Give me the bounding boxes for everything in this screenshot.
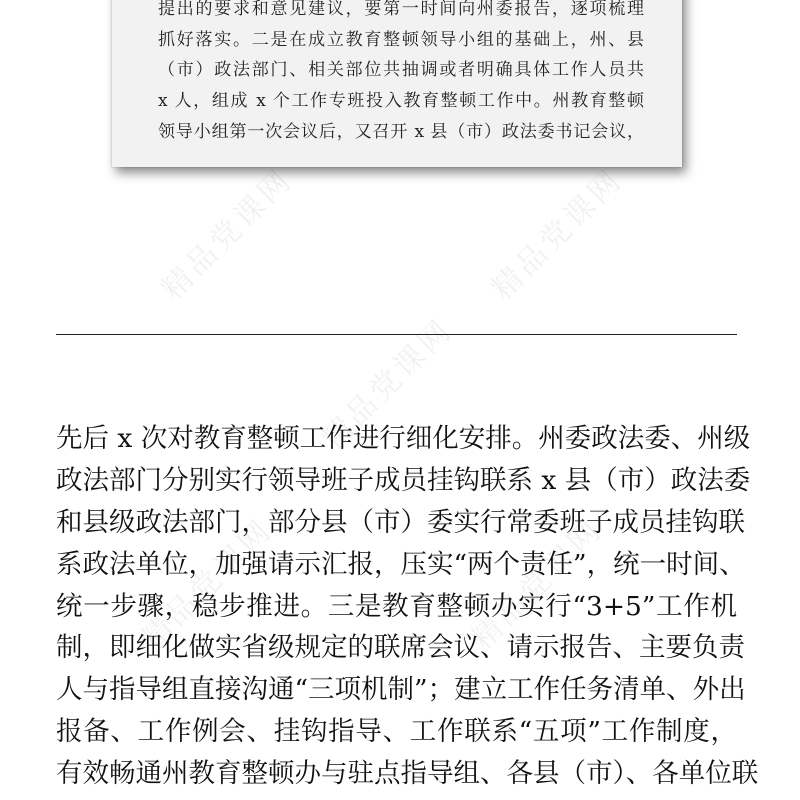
page-preview-card	[112, 0, 682, 167]
body-line: 系政法单位，加强请示汇报，压实“两个责任”，统一时间、	[56, 548, 746, 580]
body-line: 制，即细化做实省级规定的联席会议、请示报告、主要负责	[56, 632, 745, 664]
watermark: 精品党课网	[134, 511, 280, 657]
preview-line: 领导小组第一次会议后，又召开 x 县（市）政法委书记会议，	[158, 121, 644, 142]
body-line: 统一步骤，稳步推进。三是教育整顿办实行“3+5”工作机	[56, 590, 737, 622]
watermark: 精品党课网	[464, 511, 610, 657]
preview-text-block	[158, 0, 644, 148]
preview-line: 抓好落实。二是在成立教育整顿领导小组的基础上，州、县	[158, 29, 644, 50]
body-line: 人与指导组直接沟通“三项机制”；建立工作任务清单、外出	[56, 674, 746, 706]
body-line: 报备、工作例会、挂钩指导、工作联系“五项”工作制度，	[56, 716, 737, 748]
watermark: 精品党课网	[484, 161, 630, 307]
watermark: 精品党课网	[154, 161, 300, 307]
body-line: 有效畅通州教育整顿办与驻点指导组、各县（市）、各单位联	[56, 758, 759, 790]
preview-line: （市）政法部门、相关部位共抽调或者明确具体工作人员共	[158, 60, 644, 81]
body-line: 先后 x 次对教育整顿工作进行细化安排。州委政法委、州级	[56, 423, 751, 454]
section-divider	[56, 334, 737, 335]
preview-line: 提出的要求和意见建议，要第一时间向州委报告，逐项梳理	[158, 0, 644, 19]
watermark: 精品党课网	[314, 311, 460, 457]
preview-line: x 人，组成 x 个工作专班投入教育整顿工作中。州教育整顿	[158, 91, 644, 112]
body-line: 政法部门分别实行领导班子成员挂钩联系 x 县（市）政法委	[56, 464, 751, 496]
body-line: 和县级政法部门，部分县（市）委实行常委班子成员挂钩联	[56, 506, 745, 538]
body-text-block	[56, 418, 759, 795]
